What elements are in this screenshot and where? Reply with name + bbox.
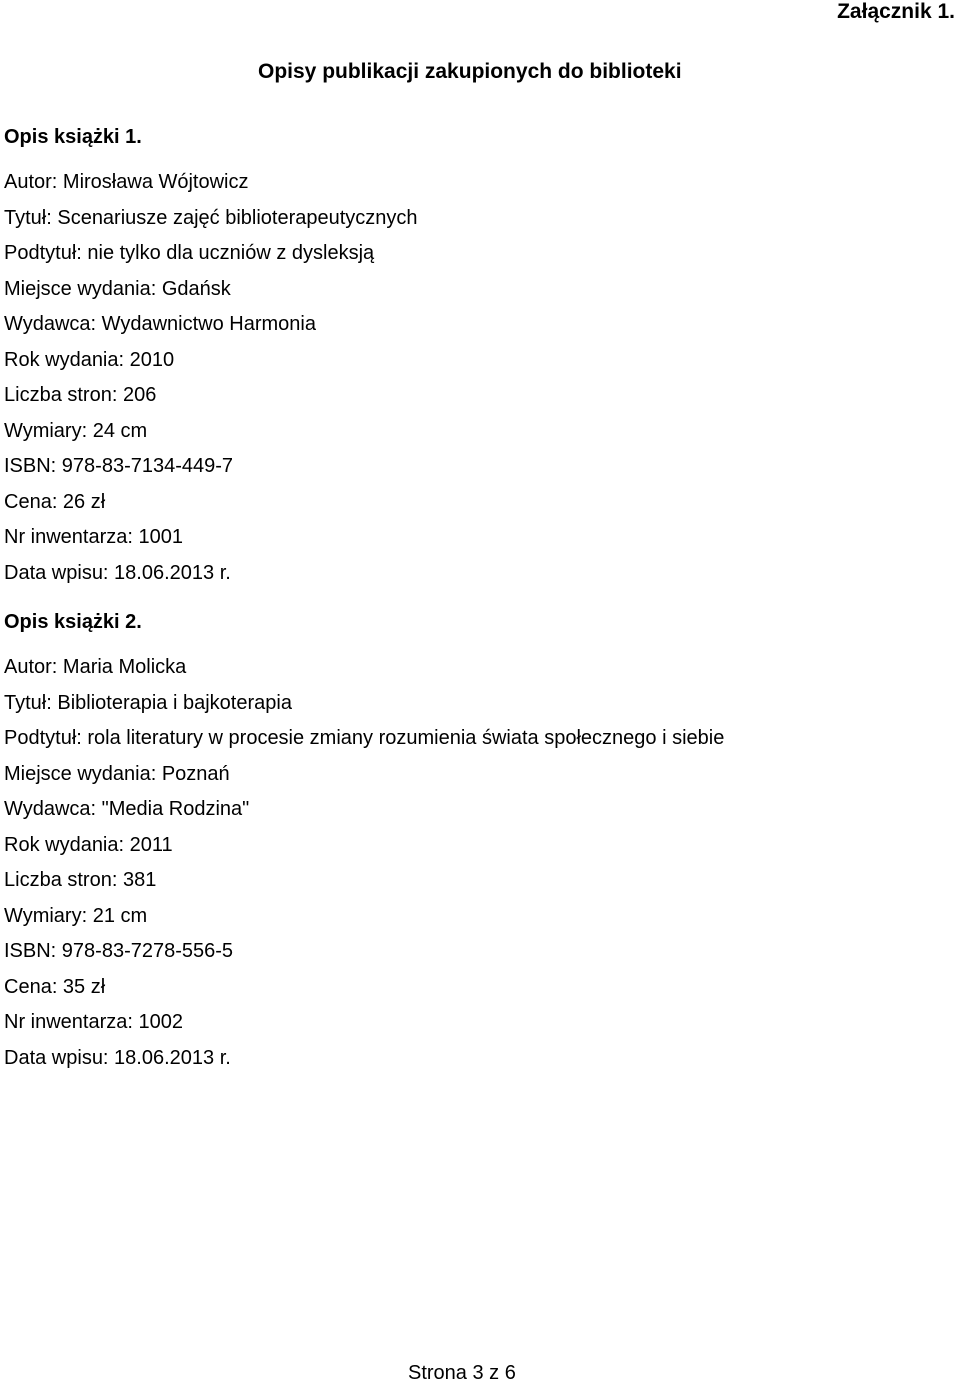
book-description-1 (4, 125, 418, 591)
field-dimensions: Wymiary: 21 cm (4, 904, 148, 927)
field-entry-date: Data wpisu: 18.06.2013 r. (4, 1046, 231, 1069)
field-author: Autor: Maria Molicka (4, 656, 187, 678)
field-author: Autor: Mirosława Wójtowicz (4, 171, 249, 193)
field-title: Tytuł: Biblioterapia i bajkoterapia (4, 691, 292, 714)
field-isbn: ISBN: 978-83-7278-556-5 (4, 940, 234, 962)
field-entry-date: Data wpisu: 18.06.2013 r. (4, 561, 231, 584)
book-description-2 (4, 610, 724, 1076)
field-publisher: Wydawca: "Media Rodzina" (4, 798, 250, 820)
field-inventory-number: Nr inwentarza: 1002 (4, 1011, 183, 1033)
field-price: Cena: 26 zł (4, 490, 106, 513)
field-price: Cena: 35 zł (4, 975, 106, 998)
field-title: Tytuł: Scenariusze zajęć biblioterapeutycznych (4, 206, 418, 229)
field-subtitle: Podtytuł: nie tylko dla uczniów z dysleksją (4, 242, 375, 264)
page-number-footer: Strona 3 z 6 (408, 1362, 516, 1384)
book-heading: Opis książki 2. (4, 611, 142, 633)
document-title: Opisy publikacji zakupionych do biblioteki (258, 60, 682, 83)
field-subtitle: Podtytuł: rola literatury w procesie zmiany rozumienia świata społecznego i siebie (4, 727, 725, 749)
book-fields (4, 165, 418, 591)
field-dimensions: Wymiary: 24 cm (4, 419, 148, 442)
field-place: Miejsce wydania: Poznań (4, 762, 230, 785)
field-publisher: Wydawca: Wydawnictwo Harmonia (4, 313, 316, 335)
field-isbn: ISBN: 978-83-7134-449-7 (4, 455, 234, 477)
book-heading: Opis książki 1. (4, 126, 142, 148)
annex-label: Załącznik 1. (837, 0, 955, 23)
field-pages: Liczba stron: 206 (4, 384, 157, 406)
field-place: Miejsce wydania: Gdańsk (4, 277, 231, 300)
field-year: Rok wydania: 2011 (4, 833, 173, 856)
field-inventory-number: Nr inwentarza: 1001 (4, 526, 183, 548)
book-fields (4, 650, 724, 1076)
field-pages: Liczba stron: 381 (4, 869, 157, 891)
field-year: Rok wydania: 2010 (4, 348, 175, 371)
